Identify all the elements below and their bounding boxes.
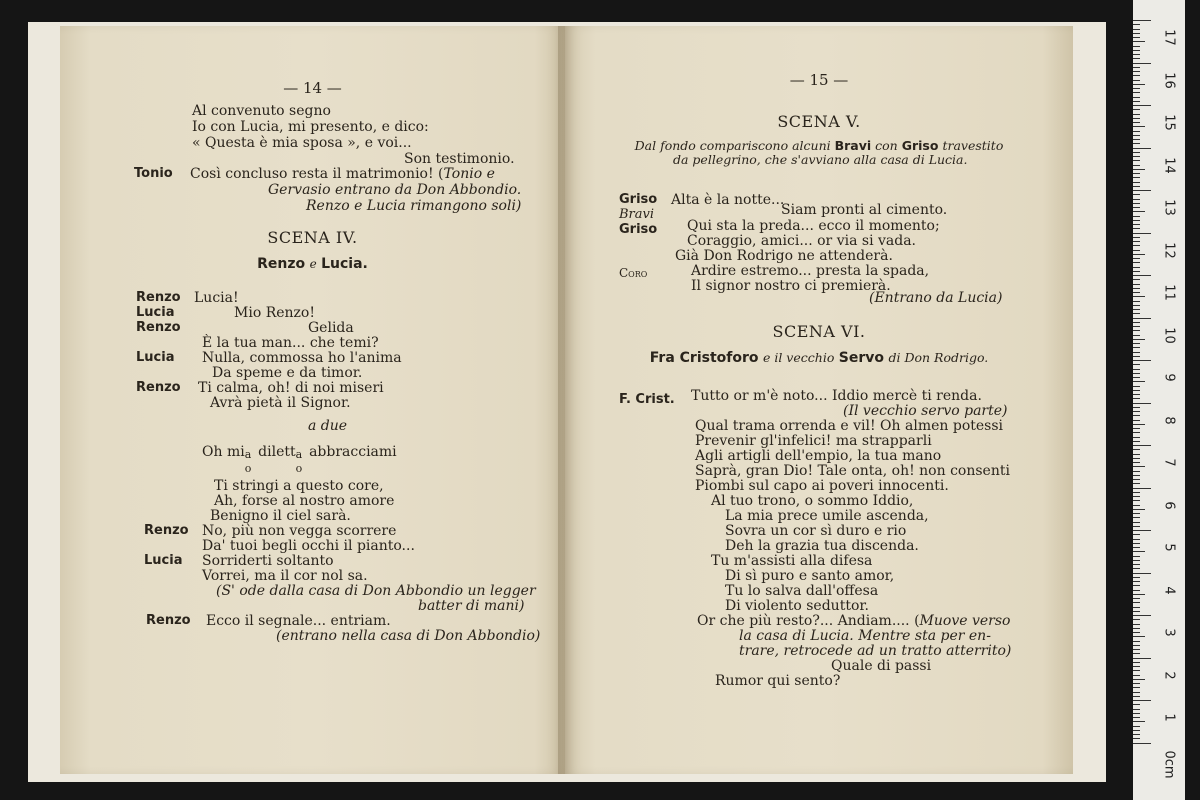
ruler-label: 10 — [1161, 326, 1177, 344]
ruler-minor-tick — [1133, 203, 1140, 204]
ruler-minor-tick — [1133, 292, 1140, 293]
verse-line: Piombi sul capo ai poveri innocenti. — [695, 478, 949, 494]
ruler-minor-tick — [1133, 509, 1145, 510]
ruler-minor-tick — [1133, 156, 1140, 157]
ruler-minor-tick — [1133, 126, 1145, 127]
ruler-minor-tick — [1133, 726, 1140, 727]
ruler-minor-tick — [1133, 424, 1145, 425]
ruler-minor-tick — [1133, 224, 1140, 225]
verse-line: Nulla, commossa ho l'anima — [202, 350, 402, 366]
ruler-major-tick — [1133, 318, 1151, 319]
ruler-minor-tick — [1133, 258, 1140, 259]
ruler-minor-tick — [1133, 721, 1145, 722]
ruler-minor-tick — [1133, 24, 1140, 25]
right-page — [565, 26, 1073, 774]
ruler-label: 17 — [1161, 29, 1177, 46]
verse-line: Son testimonio. — [404, 151, 515, 167]
ruler-minor-tick — [1133, 645, 1140, 646]
ruler-minor-tick — [1133, 194, 1140, 195]
ruler-minor-tick — [1133, 568, 1140, 569]
ruler-minor-tick — [1133, 738, 1140, 739]
ruler-minor-tick — [1133, 717, 1140, 718]
ruler-major-tick — [1133, 63, 1151, 64]
ruler-minor-tick — [1133, 88, 1140, 89]
ruler-minor-tick — [1133, 118, 1140, 119]
ruler-minor-tick — [1133, 492, 1140, 493]
ruler-label: 8 — [1161, 415, 1177, 425]
ruler-minor-tick — [1133, 347, 1140, 348]
ruler-minor-tick — [1133, 169, 1145, 170]
ruler-minor-tick — [1133, 607, 1140, 608]
verse-line: Ardire estremo... presta la spada, — [691, 263, 930, 279]
ruler-minor-tick — [1133, 479, 1140, 480]
stage-direction: trare, retrocede ad un tratto atterrito) — [739, 643, 1012, 659]
verse-line: Qui sta la preda... ecco il momento; — [687, 218, 940, 234]
ruler-label: 5 — [1161, 543, 1177, 552]
ruler-minor-tick — [1133, 122, 1140, 123]
verse-line: Mio Renzo! — [234, 305, 315, 321]
ruler-minor-tick — [1133, 522, 1140, 523]
ruler-minor-tick — [1133, 237, 1140, 238]
speaker-name: F. Crist. — [619, 392, 675, 407]
ruler-label: 14 — [1161, 156, 1177, 174]
ruler-minor-tick — [1133, 228, 1140, 229]
ruler-minor-tick — [1133, 173, 1140, 174]
verse-line: Di sì puro e santo amor, — [725, 568, 895, 584]
ruler-label: 7 — [1161, 458, 1177, 467]
speaker-name: Lucia — [144, 553, 183, 568]
ruler-label: 6 — [1161, 500, 1177, 510]
ruler-major-tick — [1133, 20, 1151, 21]
ruler-minor-tick — [1133, 377, 1140, 378]
ruler-minor-tick — [1133, 458, 1140, 459]
ruler-minor-tick — [1133, 369, 1140, 370]
ruler-minor-tick — [1133, 526, 1140, 527]
verse-line: Gelida — [308, 320, 354, 336]
ruler-major-tick — [1133, 445, 1151, 446]
ruler-minor-tick — [1133, 411, 1140, 412]
ruler-minor-tick — [1133, 543, 1140, 544]
ruler-minor-tick — [1133, 692, 1140, 693]
ruler-minor-tick — [1133, 386, 1140, 387]
speaker-name: Griso — [619, 222, 658, 237]
ruler-minor-tick — [1133, 662, 1140, 663]
ruler-minor-tick — [1133, 577, 1140, 578]
ruler-minor-tick — [1133, 500, 1140, 501]
ruler-minor-tick — [1133, 428, 1140, 429]
ruler-minor-tick — [1133, 352, 1140, 353]
ruler-minor-tick — [1133, 670, 1140, 671]
verse-line: Rumor qui sento? — [715, 673, 841, 689]
ruler-minor-tick — [1133, 335, 1140, 336]
verse-line: Così concluso resta il matrimonio! (Tonio e — [190, 166, 495, 182]
ruler-minor-tick — [1133, 373, 1140, 374]
ruler-minor-tick — [1133, 326, 1140, 327]
ruler-major-tick — [1133, 360, 1151, 361]
ruler-minor-tick — [1133, 75, 1140, 76]
ruler-major-tick — [1133, 700, 1151, 701]
ruler-minor-tick — [1133, 101, 1140, 102]
verse-line: Da speme e da timor. — [212, 365, 363, 381]
ruler-minor-tick — [1133, 54, 1140, 55]
ruler-minor-tick — [1133, 262, 1140, 263]
stage-direction: (Entrano da Lucia) — [869, 290, 1003, 306]
ruler-minor-tick — [1133, 390, 1140, 391]
verse-line: Lucia! — [194, 290, 239, 306]
ruler-minor-tick — [1133, 220, 1140, 221]
ruler-minor-tick — [1133, 207, 1140, 208]
stage-direction: (S' ode dalla casa di Don Abbondio un legger — [216, 583, 536, 599]
verse-line: Sovra un cor sì duro e rio — [725, 523, 907, 539]
verse-line: Ecco il segnale... entriam. — [206, 613, 391, 629]
stage-direction: a due — [308, 418, 348, 434]
ruler-minor-tick — [1133, 585, 1140, 586]
ruler-minor-tick — [1133, 301, 1140, 302]
stage-direction: (entrano nella casa di Don Abbondio) — [276, 628, 541, 644]
ruler-minor-tick — [1133, 254, 1145, 255]
ruler-minor-tick — [1133, 271, 1140, 272]
ruler-major-tick — [1133, 233, 1151, 234]
ruler-minor-tick — [1133, 713, 1140, 714]
verse-line: Tu m'assisti alla difesa — [711, 553, 873, 569]
ruler-label: 9 — [1161, 373, 1177, 382]
ruler-label: 1 — [1161, 713, 1177, 722]
verse-line: Da' tuoi begli occhi il pianto... — [202, 538, 415, 554]
verse-line: Avrà pietà il Signor. — [210, 395, 351, 411]
ruler-minor-tick — [1133, 449, 1140, 450]
ruler-minor-tick — [1133, 598, 1140, 599]
ruler-minor-tick — [1133, 398, 1140, 399]
speaker-name: Renzo — [144, 523, 189, 538]
verse-line: Benigno il ciel sarà. — [210, 508, 351, 524]
stage-direction: Gervasio entrano da Don Abbondio. — [268, 182, 522, 198]
ruler-minor-tick — [1133, 84, 1145, 85]
ruler-minor-tick — [1133, 58, 1140, 59]
verse-line: La mia prece umile ascenda, — [725, 508, 929, 524]
ruler-minor-tick — [1133, 305, 1140, 306]
stage-direction: la casa di Lucia. Mentre sta per en- — [739, 628, 991, 644]
ruler-minor-tick — [1133, 71, 1140, 72]
ruler-minor-tick — [1133, 628, 1140, 629]
page-number: — 15 — — [789, 71, 849, 89]
verse-line: Tutto or m'è noto... Iddio mercè ti renda. — [691, 388, 982, 404]
speaker-name: Griso — [619, 192, 658, 207]
speaker-name: Renzo — [136, 380, 181, 395]
ruler-minor-tick — [1133, 624, 1140, 625]
ruler-label: 15 — [1161, 114, 1177, 131]
ruler-minor-tick — [1133, 696, 1140, 697]
ruler-minor-tick — [1133, 143, 1140, 144]
measurement-ruler — [1133, 0, 1185, 800]
ruler-major-tick — [1133, 403, 1151, 404]
verse-line: Quale di passi — [831, 658, 932, 674]
ruler-minor-tick — [1133, 590, 1140, 591]
ruler-minor-tick — [1133, 50, 1140, 51]
ruler-minor-tick — [1133, 135, 1140, 136]
ruler-minor-tick — [1133, 339, 1145, 340]
ruler-minor-tick — [1133, 679, 1145, 680]
ruler-minor-tick — [1133, 46, 1140, 47]
ruler-minor-tick — [1133, 632, 1140, 633]
verse-line: Deh la grazia tua discenda. — [725, 538, 919, 554]
speaker-name: Renzo — [136, 290, 181, 305]
ruler-minor-tick — [1133, 641, 1140, 642]
ruler-label: 13 — [1161, 199, 1177, 216]
ruler-minor-tick — [1133, 131, 1140, 132]
scene-description: Dal fondo compariscono alcuni Bravi con Griso travestito — [634, 138, 1004, 153]
ruler-minor-tick — [1133, 211, 1145, 212]
ruler-label: 0cm — [1161, 750, 1177, 779]
ruler-major-tick — [1133, 488, 1151, 489]
ruler-minor-tick — [1133, 284, 1140, 285]
ruler-minor-tick — [1133, 114, 1140, 115]
ruler-minor-tick — [1133, 186, 1140, 187]
verse-line: Oh mi a o dilett a o abbracciami — [202, 444, 397, 475]
ruler-minor-tick — [1133, 594, 1145, 595]
ruler-minor-tick — [1133, 29, 1140, 30]
ruler-minor-tick — [1133, 420, 1140, 421]
ruler-minor-tick — [1133, 41, 1145, 42]
ruler-minor-tick — [1133, 619, 1140, 620]
ruler-minor-tick — [1133, 466, 1145, 467]
verse-line: Coraggio, amici... or via si vada. — [687, 233, 917, 249]
ruler-label: 3 — [1161, 628, 1177, 637]
ruler-major-tick — [1133, 148, 1151, 149]
ruler-major-tick — [1133, 105, 1151, 106]
ruler-minor-tick — [1133, 475, 1140, 476]
verse-line: Ti calma, oh! di noi miseri — [198, 380, 384, 396]
verse-line: Qual trama orrenda e vil! Oh almen potessi — [695, 418, 1003, 434]
ruler-minor-tick — [1133, 250, 1140, 251]
ruler-minor-tick — [1133, 649, 1140, 650]
ruler-minor-tick — [1133, 343, 1140, 344]
ruler-minor-tick — [1133, 602, 1140, 603]
ruler-minor-tick — [1133, 177, 1140, 178]
verse-line: Ti stringi a questo core, — [214, 478, 384, 494]
verse-line: Io con Lucia, mi presento, e dico: — [192, 119, 429, 135]
ruler-minor-tick — [1133, 611, 1140, 612]
ruler-major-tick — [1133, 275, 1151, 276]
ruler-minor-tick — [1133, 683, 1140, 684]
ruler-major-tick — [1133, 190, 1151, 191]
verse-line: Ah, forse al nostro amore — [214, 493, 395, 509]
ruler-major-tick — [1133, 743, 1151, 744]
scene-characters: Fra Cristoforo e il vecchio Servo di Don Rodrigo. — [649, 350, 989, 366]
ruler-minor-tick — [1133, 483, 1140, 484]
ruler-major-tick — [1133, 573, 1151, 574]
ruler-minor-tick — [1133, 471, 1140, 472]
ruler-minor-tick — [1133, 534, 1140, 535]
ruler-minor-tick — [1133, 296, 1145, 297]
stage-direction: (Il vecchio servo parte) — [843, 403, 1008, 419]
ruler-minor-tick — [1133, 364, 1140, 365]
verse-line: Al tuo trono, o sommo Iddio, — [711, 493, 914, 509]
stage-direction: Renzo e Lucia rimangono soli) — [306, 198, 522, 214]
ruler-minor-tick — [1133, 80, 1140, 81]
ruler-minor-tick — [1133, 709, 1140, 710]
ruler-minor-tick — [1133, 551, 1145, 552]
verse-line: Siam pronti al cimento. — [781, 202, 948, 218]
ruler-minor-tick — [1133, 653, 1140, 654]
scene-title: SCENA IV. — [267, 228, 358, 247]
verse-line: Or che più resto?... Andiam.... (Muove verso — [697, 613, 1011, 629]
verse-line: Di violento seduttor. — [725, 598, 869, 614]
left-page — [60, 26, 565, 774]
ruler-label: 2 — [1161, 670, 1177, 680]
verse-line: Saprà, gran Dio! Tale onta, oh! non consenti — [695, 463, 1010, 479]
verse-line: Agli artigli dell'empio, la tua mano — [695, 448, 942, 464]
ruler-minor-tick — [1133, 394, 1140, 395]
ruler-minor-tick — [1133, 513, 1140, 514]
ruler-minor-tick — [1133, 216, 1140, 217]
ruler-minor-tick — [1133, 152, 1140, 153]
ruler-minor-tick — [1133, 322, 1140, 323]
ruler-minor-tick — [1133, 37, 1140, 38]
ruler-minor-tick — [1133, 92, 1140, 93]
ruler-minor-tick — [1133, 432, 1140, 433]
ruler-minor-tick — [1133, 556, 1140, 557]
scene-characters: Renzo e Lucia. — [257, 256, 368, 272]
ruler-minor-tick — [1133, 199, 1140, 200]
speaker-name: Bravi — [619, 207, 655, 222]
ruler-minor-tick — [1133, 245, 1140, 246]
ruler-minor-tick — [1133, 517, 1140, 518]
verse-line: Prevenir gl'infelici! ma strapparli — [695, 433, 932, 449]
verse-line: Sorriderti soltanto — [202, 553, 334, 569]
ruler-minor-tick — [1133, 636, 1145, 637]
ruler-minor-tick — [1133, 437, 1140, 438]
ruler-minor-tick — [1133, 165, 1140, 166]
ruler-minor-tick — [1133, 675, 1140, 676]
verse-line: No, più non vegga scorrere — [202, 523, 397, 539]
speaker-name: Lucia — [136, 350, 175, 365]
page-number: — 14 — — [283, 79, 342, 97]
speaker-name: Renzo — [136, 320, 181, 335]
ruler-minor-tick — [1133, 704, 1140, 705]
ruler-minor-tick — [1133, 241, 1140, 242]
verse-line: Vorrei, ma il cor nol sa. — [202, 568, 368, 584]
scene-description: da pellegrino, che s'avviano alla casa di Lucia. — [673, 152, 968, 167]
ruler-major-tick — [1133, 658, 1151, 659]
ruler-minor-tick — [1133, 267, 1140, 268]
ruler-minor-tick — [1133, 441, 1140, 442]
ruler-minor-tick — [1133, 109, 1140, 110]
ruler-minor-tick — [1133, 415, 1140, 416]
ruler-minor-tick — [1133, 462, 1140, 463]
ruler-minor-tick — [1133, 279, 1140, 280]
ruler-minor-tick — [1133, 730, 1140, 731]
ruler-minor-tick — [1133, 160, 1140, 161]
ruler-minor-tick — [1133, 97, 1140, 98]
ruler-minor-tick — [1133, 407, 1140, 408]
speaker-name: Lucia — [136, 305, 175, 320]
ruler-minor-tick — [1133, 288, 1140, 289]
speaker-name: Tonio — [134, 166, 173, 181]
ruler-minor-tick — [1133, 454, 1140, 455]
ruler-minor-tick — [1133, 313, 1140, 314]
ruler-minor-tick — [1133, 734, 1140, 735]
ruler-minor-tick — [1133, 33, 1140, 34]
scene-title: SCENA V. — [777, 112, 861, 131]
ruler-minor-tick — [1133, 67, 1140, 68]
verse-line: Già Don Rodrigo ne attenderà. — [675, 248, 893, 264]
ruler-minor-tick — [1133, 505, 1140, 506]
ruler-label: 4 — [1161, 585, 1177, 595]
ruler-minor-tick — [1133, 139, 1140, 140]
ruler-minor-tick — [1133, 581, 1140, 582]
ruler-minor-tick — [1133, 547, 1140, 548]
ruler-major-tick — [1133, 615, 1151, 616]
ruler-minor-tick — [1133, 330, 1140, 331]
stage-direction: batter di mani) — [418, 598, 525, 614]
verse-line: È la tua man... che temi? — [202, 335, 379, 351]
scene-title: SCENA VI. — [772, 322, 866, 341]
ruler-minor-tick — [1133, 309, 1140, 310]
ruler-label: 12 — [1161, 241, 1177, 259]
ruler-minor-tick — [1133, 356, 1140, 357]
ruler-label: 16 — [1161, 71, 1177, 89]
ruler-minor-tick — [1133, 539, 1140, 540]
ruler-minor-tick — [1133, 381, 1145, 382]
ruler-minor-tick — [1133, 182, 1140, 183]
ruler-major-tick — [1133, 530, 1151, 531]
ruler-minor-tick — [1133, 560, 1140, 561]
verse-line: Alta è la notte... — [671, 192, 785, 208]
ruler-label: 11 — [1161, 284, 1177, 301]
ruler-minor-tick — [1133, 496, 1140, 497]
speaker-name: Renzo — [146, 613, 191, 628]
ruler-minor-tick — [1133, 687, 1140, 688]
verse-line: Il signor nostro ci premierà. — [691, 278, 891, 294]
ruler-minor-tick — [1133, 564, 1140, 565]
verse-line: « Questa è mia sposa », e voi... — [192, 135, 412, 151]
ruler-minor-tick — [1133, 666, 1140, 667]
verse-line: Al convenuto segno — [192, 103, 331, 119]
verse-line: Tu lo salva dall'offesa — [725, 583, 879, 599]
speaker-name: Coro — [619, 266, 648, 280]
